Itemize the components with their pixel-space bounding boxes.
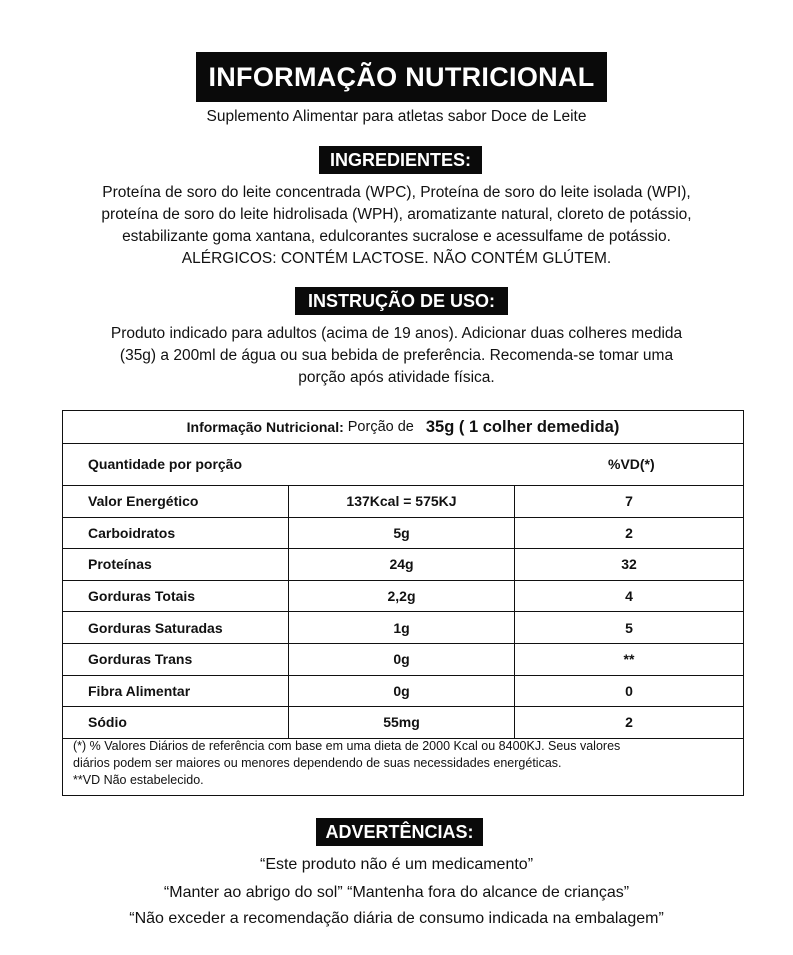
footnote-line: (*) % Valores Diários de referência com base em uma dieta de 2000 Kcal ou 8400KJ. Seus valores bbox=[73, 739, 621, 753]
ingredients-text bbox=[40, 182, 753, 270]
table-row bbox=[63, 549, 743, 581]
product-subtitle: Suplemento Alimentar para atletas sabor Doce de Leite bbox=[206, 108, 587, 125]
nutrient-name: Proteínas bbox=[63, 549, 289, 580]
nutrition-rows bbox=[63, 486, 743, 739]
usage-line: Produto indicado para adultos (acima de 19 anos). Adicionar duas colheres medida bbox=[110, 325, 683, 342]
ingredients-line: estabilizante goma xantana, edulcorantes sucralose e acessulfame de potássio. bbox=[122, 228, 671, 245]
nutrition-header-label: Informação Nutricional: bbox=[186, 419, 344, 435]
nutrient-amount: 55mg bbox=[289, 707, 515, 738]
portion-label: Porção de bbox=[347, 419, 414, 435]
nutrient-amount: 24g bbox=[289, 549, 515, 580]
usage-line: porção após atividade física. bbox=[298, 369, 495, 386]
nutrition-table-header bbox=[63, 411, 743, 444]
warning-line: “Este produto não é um medicamento” bbox=[259, 856, 534, 873]
table-row bbox=[63, 486, 743, 518]
table-row bbox=[63, 676, 743, 708]
nutrient-name: Fibra Alimentar bbox=[63, 676, 289, 707]
warning-line: “Manter ao abrigo do sol” “Mantenha fora do alcance de crianças” bbox=[163, 884, 630, 901]
nutrient-amount: 0g bbox=[289, 644, 515, 675]
nutrient-amount: 5g bbox=[289, 518, 515, 549]
warning-line: “Não exceder a recomendação diária de consumo indicada na embalagem” bbox=[129, 910, 664, 927]
usage-heading: INSTRUÇÃO DE USO: bbox=[295, 287, 508, 315]
nutrient-name: Gorduras Saturadas bbox=[63, 612, 289, 643]
page-title: INFORMAÇÃO NUTRICIONAL bbox=[196, 52, 607, 102]
nutrient-vd: 0 bbox=[625, 682, 633, 699]
nutrient-vd: 4 bbox=[625, 588, 633, 605]
nutrient-name: Valor Energético bbox=[63, 486, 289, 517]
nutrient-amount: 0g bbox=[289, 676, 515, 707]
nutrient-vd: 5 bbox=[625, 619, 633, 636]
daily-value-header: %VD(*) bbox=[608, 456, 655, 472]
ingredients-heading: INGREDIENTES: bbox=[319, 146, 482, 174]
nutrition-table bbox=[62, 410, 744, 796]
allergens-line: ALÉRGICOS: CONTÉM LACTOSE. NÃO CONTÉM GLÚTEM. bbox=[181, 250, 612, 267]
ingredients-line: Proteína de soro do leite concentrada (WPC), Proteína de soro do leite isolada (WPI), bbox=[102, 184, 691, 201]
nutrient-vd: ** bbox=[623, 651, 635, 668]
footnote-line: **VD Não estabelecido. bbox=[73, 773, 204, 787]
table-row bbox=[63, 644, 743, 676]
nutrition-subheader bbox=[63, 444, 743, 486]
nutrient-amount: 2,2g bbox=[289, 581, 515, 612]
nutrient-amount: 137Kcal = 575KJ bbox=[289, 486, 515, 517]
nutrient-vd: 7 bbox=[625, 493, 633, 510]
nutrient-vd: 2 bbox=[625, 524, 633, 541]
nutrient-vd: 2 bbox=[625, 714, 633, 731]
table-footnote bbox=[73, 738, 733, 789]
ingredients-line: proteína de soro do leite hidrolisada (WPH), aromatizante natural, cloreto de potássio, bbox=[101, 206, 692, 223]
nutrient-vd: 32 bbox=[621, 556, 637, 573]
nutrient-name: Gorduras Totais bbox=[63, 581, 289, 612]
usage-line: (35g) a 200ml de água ou sua bebida de preferência. Recomenda-se tomar uma bbox=[119, 347, 674, 364]
table-row bbox=[63, 707, 743, 739]
table-row bbox=[63, 612, 743, 644]
table-row bbox=[63, 581, 743, 613]
warnings-heading: ADVERTÊNCIAS: bbox=[316, 818, 483, 846]
usage-text bbox=[40, 323, 753, 389]
nutrient-name: Carboidratos bbox=[63, 518, 289, 549]
footnote-line: diários podem ser maiores ou menores dependendo de suas necessidades energéticas. bbox=[73, 756, 562, 770]
nutrient-name: Sódio bbox=[63, 707, 289, 738]
serving-size: 35g ( 1 colher demedida) bbox=[425, 417, 620, 436]
table-row bbox=[63, 518, 743, 550]
nutrient-amount: 1g bbox=[289, 612, 515, 643]
quantity-per-serving-header: Quantidade por porção bbox=[88, 456, 243, 472]
nutrient-name: Gorduras Trans bbox=[63, 644, 289, 675]
